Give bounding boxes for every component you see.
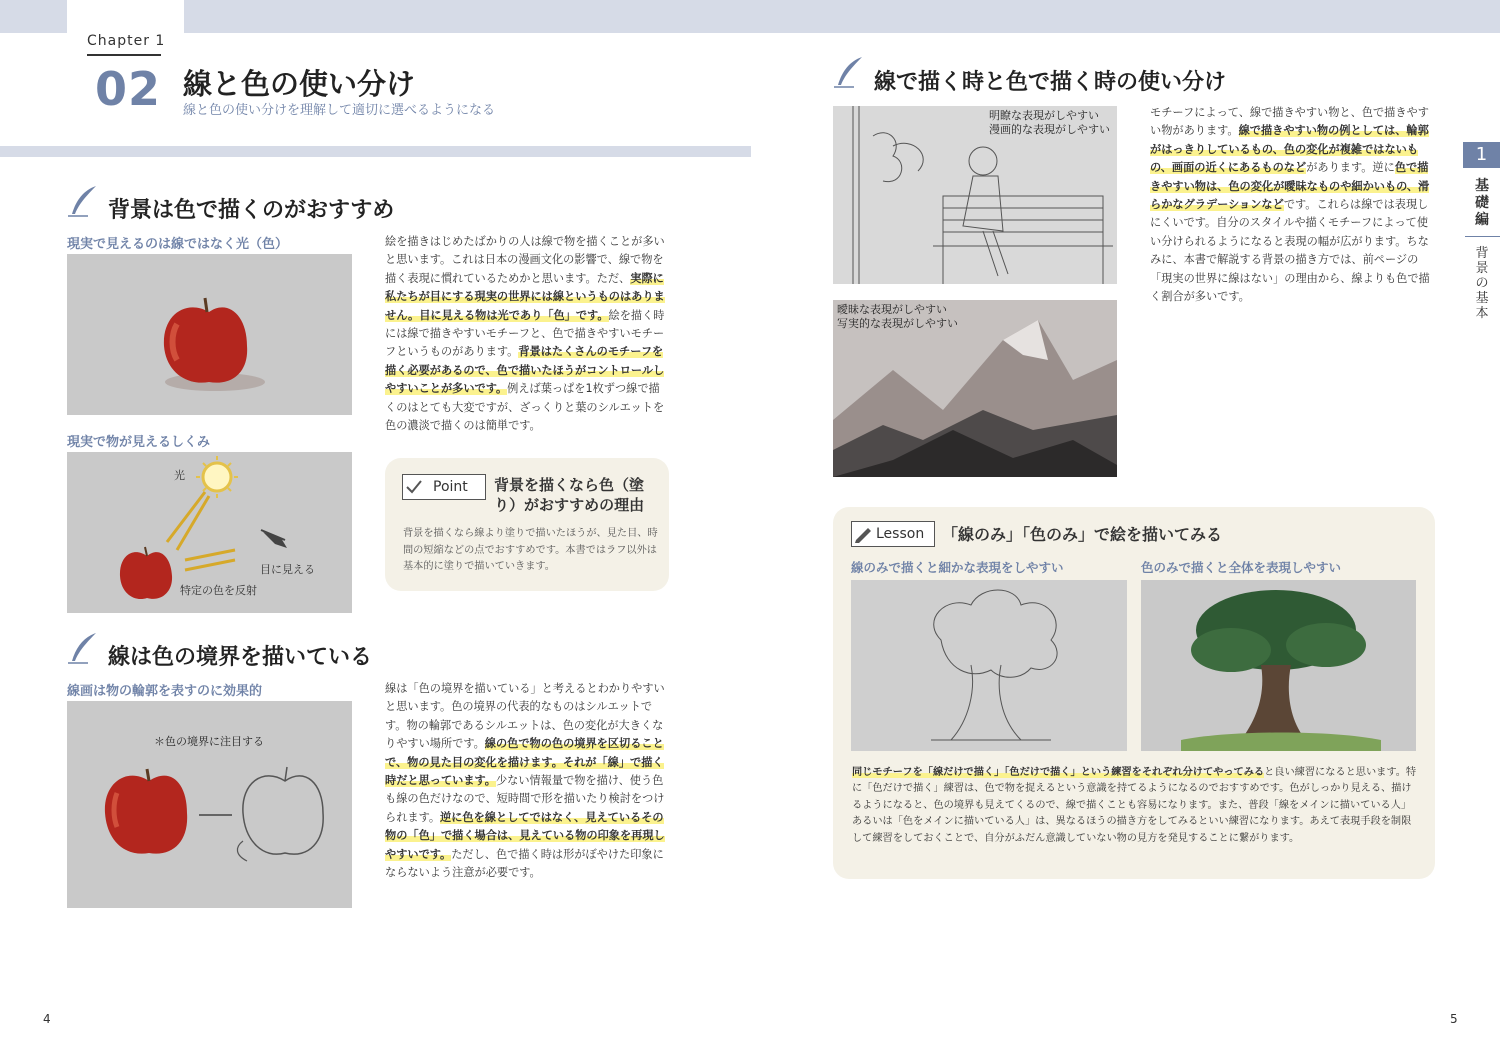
lesson-badge-label: Lesson [876,526,925,542]
label-visible: 目に見える [260,563,315,576]
text-run: と良い練習になると思います。特に「色だけで描く」練習は、色で物を捉えるという意識を持てるようになるのでおすすめです。色がしっかり見える、描けるようになると、色の境界も見えてくるので、線で描くことも容易になります。また、普段「線をメインに描いている人」あるいは「色をメインに描いている人」は、異なるほうの描き方をしてみるといい練習になります。あえて表現手段を制限して練習をしておくことで、自分がふだん意識していない物の見方を発見することに繋がります。 [852,767,1417,844]
chapter-label: Chapter 1 [87,33,166,49]
section-heading-usage: 線で描く時と色で描く時の使い分け [874,70,1227,95]
text-run: ただ、 [596,271,631,285]
text-run: です。これらは線では表現しにくいです。自分のスタイルや描くモチーフによって使い分けられるようになると表現の幅が広がります。ちなみに、本書で解説する背景の描き方では、前ページの「現実の世界に線はない」の理由から、線よりも色で描く割合が多いです。 [1150,198,1430,304]
text-run: 例えば葉っぱを1枚ずつ線で描くのはとても大変ですが、ざっくりと葉のシルエットを色の濃淡で描くのは簡単です。 [385,382,665,433]
highlight-run: 線の色で物の色の境界を区切ることで、物の見た目の変化を描けます。それが「線」で描く時だと思っています。 [385,737,664,788]
text-run: 少ない情報量で物を描け、使う色も線の色だけなので、短時間で形を描いたり検討をつけられます。 [385,774,665,824]
text-run: があります。 [1306,161,1373,175]
chapter-side-number: 1 [1463,142,1500,168]
highlight-run: 逆に色を線としてではなく、見えているその物の「色」で描く場合は、見えている物の印象を再現しやすいです。 [385,810,665,861]
painting-label-1: 曖昧な表現がしやすい [837,303,947,316]
highlight-run: 同じモチーフを「線だけで描く」「色だけで描く」という練習をそれぞれ分けてやってみる [852,767,1265,778]
section1-body [385,233,669,435]
label-reflect: 特定の色を反射 [180,584,257,597]
text-run: モチーフによって、線で描きやすい物と、色で描きやすい物があります。 [1150,106,1429,138]
quill-icon [66,631,100,665]
point-badge-label: Point [433,479,468,495]
point-badge [402,474,486,500]
highlight-run: 線で描きやすい物の例としては、輪郭がはっきりしているもの、色の変化が複雑ではないもの、画面の近くにあるものなど [1150,124,1429,175]
image-note: ＊色の境界に注目する [154,735,264,748]
lesson-body [852,765,1418,847]
point-title: 背景を描くなら色（塗り）がおすすめの理由 [494,476,645,514]
pencil-icon [852,524,874,544]
point-text: 背景を描くなら線より塗りで描いたほうが、見た目、時間の短縮などの点でおすすめです。本書ではラフ以外は基本的に塗りで描いていきます。 [403,528,658,572]
section-heading-color: 背景は色で描くのがおすすめ [108,198,395,223]
section-heading-line: 線は色の境界を描いている [108,645,373,670]
text-run: 絵を描く時には線で描きやすいモチーフと、色で描きやすいモチーフというものがあります。 [385,308,665,359]
lesson-badge [851,521,935,547]
chapter-tab [67,0,184,60]
highlight-run: 色で描きやすい物は、色の変化が曖昧なものや細かいもの、滑らかなグラデーションなど [1150,161,1430,212]
text-run: 絵を描きはじめたばかりの人は線で物を描くことが多いと思います。これは日本の漫画文化の影響で、線で物を描く表現に慣れているためかと思います。 [385,235,665,285]
caption-mechanism: 現実で物が見えるしくみ [67,435,211,450]
caption-light: 現実で見えるのは線ではなく光（色） [67,237,289,252]
label-light: 光 [174,469,185,482]
topic-side-label: 背景の基本 [1475,246,1489,321]
chapter-underline [87,54,161,56]
lesson-caption-left: 線のみで描くと細かな表現をしやすい [851,560,1064,575]
highlight-run: 実際に私たちが目にする現実の世界には線というものはありません。目に見える物は光であり「色」です。 [385,271,665,322]
check-icon [403,477,425,497]
page-number-right: 5 [1450,1012,1458,1026]
quill-icon [66,184,100,218]
top-band [0,0,1500,33]
quill-icon [832,55,866,89]
page-number-left: 4 [43,1012,51,1026]
text-run: ただし、色で描く時は形がぼやけた印象にならないよう注意が必要です。 [385,847,664,880]
usage-body [1150,104,1435,306]
page-title: 線と色の使い分け [183,67,416,101]
side-divider [1465,236,1500,237]
section2-body [385,680,669,882]
line-art-label-1: 明瞭な表現がしやすい [989,109,1099,122]
page-subtitle: 線と色の使い分けを理解して適切に選べるようになる [183,103,496,118]
text-run: 逆に [1372,161,1395,175]
painting-label-2: 写実的な表現がしやすい [837,317,958,330]
text-run: 線は「色の境界を描いている」と考えるとわかりやすいと思います。色の境界の代表的なものはシルエットです。物の輪郭であるシルエットは、色の変化が大きくなりやすい場所です。 [385,682,665,751]
lesson-title: 「線のみ」「色のみ」で絵を描いてみる [942,525,1223,544]
caption-outline: 線画は物の輪郭を表すのに効果的 [67,684,263,699]
brush-divider [0,146,751,157]
chapter-number: 02 [95,62,162,116]
tree-line-image [851,580,1127,751]
highlight-run: 背景はたくさんのモチーフを描く必要があるので、色で描いたほうがコントロールしやすいことが多いです。 [385,345,665,396]
lesson-caption-right: 色のみで描くと全体を表現しやすい [1141,560,1342,575]
chapter-side-label: 基礎編 [1475,178,1489,228]
tree-color-image [1141,580,1416,751]
apple-image [67,254,352,415]
line-art-label-2: 漫画的な表現がしやすい [989,123,1110,136]
